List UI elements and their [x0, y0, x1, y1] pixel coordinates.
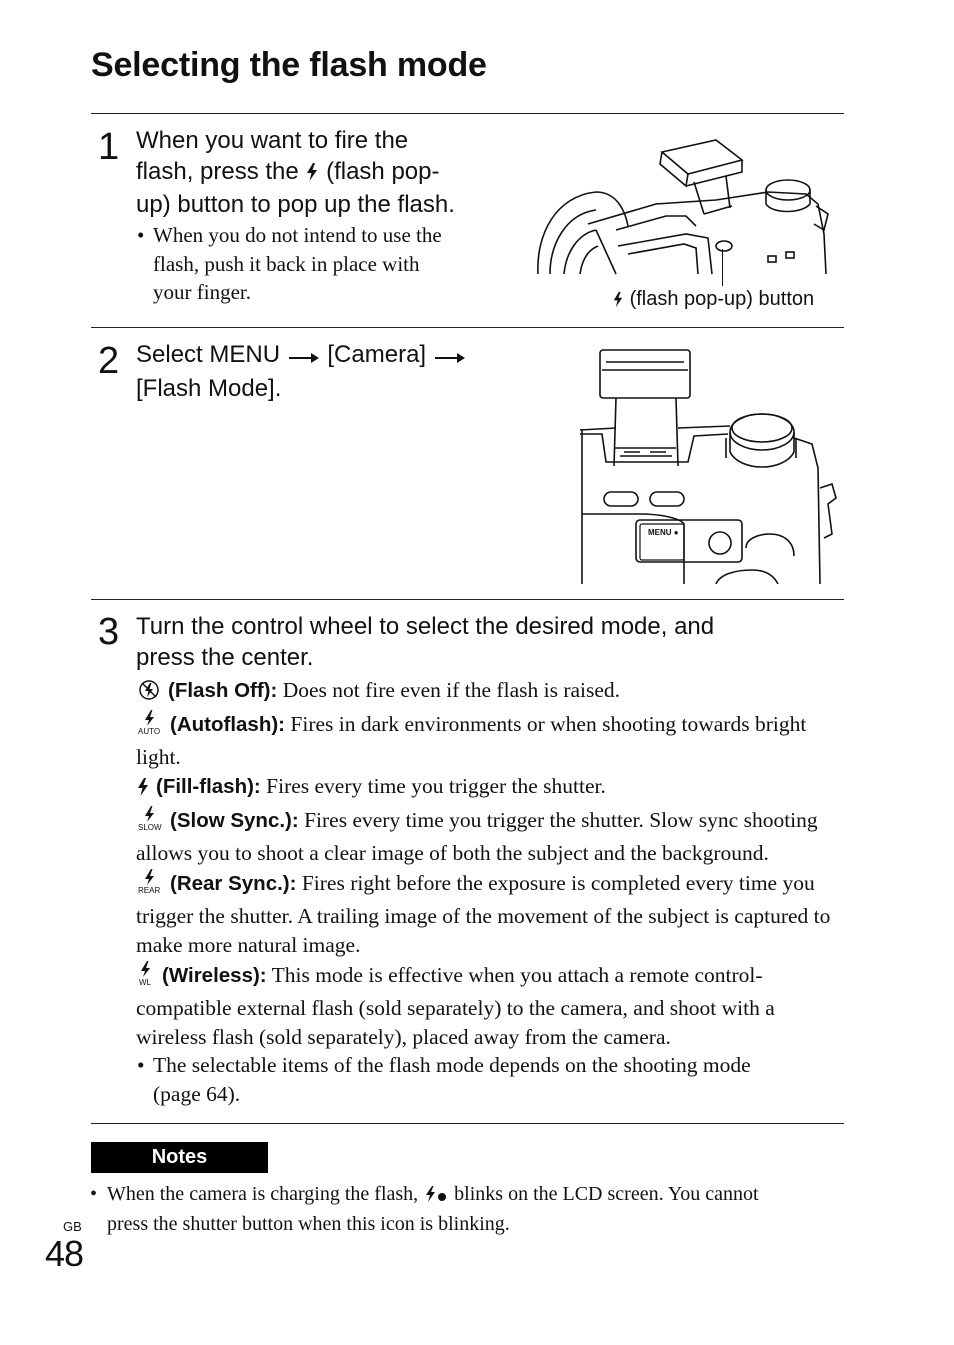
mode-description: Does not fire even if the flash is raised. — [277, 678, 621, 702]
camera-menu-button-illustration — [580, 348, 840, 584]
notes-text: When the camera is charging the flash, — [107, 1183, 419, 1205]
rear-sync-icon — [136, 868, 164, 902]
camera-flash-popup-illustration — [536, 134, 832, 276]
step-3-line: press the center. — [136, 643, 314, 671]
step-2-line: [Flash Mode]. — [136, 374, 282, 402]
step-1-note — [137, 221, 513, 307]
step-1-note-line: your finger. — [153, 280, 251, 304]
section-divider — [91, 599, 844, 600]
mode-autoflash — [136, 709, 844, 772]
step-2-text: [Camera] — [327, 341, 427, 368]
mode-description: This mode is effective when you attach a remote control-compatible external flash (sold separately) to the camera, and shoot with a wireless flash (sold separately), placed away from the camera. — [136, 963, 775, 1049]
menu-label-text: MENU — [648, 528, 672, 537]
step-2-instruction — [136, 340, 467, 404]
autoflash-icon — [136, 709, 164, 743]
mode-slow-sync — [136, 805, 844, 868]
notes-line — [107, 1181, 847, 1211]
section-divider — [91, 113, 844, 114]
step-2-line — [136, 340, 467, 374]
mode-label: (Slow Sync.): — [170, 809, 299, 832]
step-1-instruction — [136, 126, 455, 221]
flash-charging-icon — [423, 1184, 449, 1211]
step-3-note — [137, 1051, 853, 1109]
step-1-line: up) button to pop up the flash. — [136, 191, 455, 218]
step-1-text: (flash pop- — [326, 157, 440, 185]
wireless-icon — [136, 960, 156, 994]
page-number: 48 — [45, 1233, 84, 1274]
mode-description: Fires right before the exposure is completed every time you trigger the shutter. A trailing image of the movement of the subject is captured to make more natural image. — [136, 871, 831, 957]
step-1-note-line: flash, push it back in place with — [153, 251, 420, 276]
mode-fill-flash — [136, 772, 844, 805]
bullet-dot: • — [137, 1053, 145, 1077]
step-3-line: Turn the control wheel to select the desired mode, and — [136, 613, 715, 640]
flash-button-caption — [612, 288, 814, 314]
page-title: Selecting the flash mode — [91, 46, 487, 84]
step-2-number: 2 — [98, 340, 120, 382]
flash-off-icon — [136, 679, 162, 709]
caption-text: (flash pop-up) button — [629, 288, 815, 310]
section-divider — [91, 1123, 844, 1124]
callout-line — [722, 249, 723, 286]
mode-label: (Autoflash): — [170, 713, 286, 736]
step-3-number: 3 — [98, 611, 120, 653]
step-1-line: When you want to fire the — [136, 127, 409, 154]
mode-label: (Flash Off): — [168, 679, 278, 702]
step-3-note-line: The selectable items of the flash mode depends on the shooting mode — [153, 1053, 751, 1077]
slow-sync-icon — [136, 805, 164, 839]
wireless-icon-text: WL — [139, 978, 151, 986]
mode-label: (Wireless): — [162, 964, 267, 987]
bullet-dot: • — [137, 223, 145, 247]
autoflash-icon-text: AUTO — [138, 727, 161, 735]
step-3-instruction — [136, 612, 714, 673]
flash-icon — [305, 160, 319, 191]
notes-line: press the shutter button when this icon is blinking. — [107, 1213, 510, 1235]
step-1-line — [136, 157, 455, 191]
mode-wireless — [136, 960, 844, 1052]
mode-description: Fires every time you trigger the shutter. — [260, 774, 606, 798]
slow-sync-icon-text: SLOW — [138, 823, 162, 831]
section-divider — [91, 327, 844, 328]
notes-text: blinks on the LCD screen. You cannot — [454, 1183, 759, 1205]
arrow-right-icon — [287, 343, 321, 374]
mode-description: Fires every time you trigger the shutter. Slow sync shooting allows you to shoot a clear image of both the subject and the background. — [136, 808, 818, 865]
region-label: GB — [63, 1219, 82, 1234]
bullet-dot: • — [90, 1183, 98, 1205]
mode-label: (Fill-flash): — [156, 775, 261, 798]
mode-rear-sync — [136, 868, 844, 960]
step-1-note-line: When you do not intend to use the — [153, 223, 442, 247]
mode-flash-off — [136, 676, 844, 709]
notes-item — [90, 1181, 847, 1238]
flash-icon — [612, 291, 624, 314]
flash-mode-list — [136, 676, 844, 1052]
menu-button-label: MENU ● — [648, 528, 679, 537]
notes-label: Notes — [151, 1146, 208, 1168]
rear-sync-icon-text: REAR — [138, 886, 161, 894]
mode-label: (Rear Sync.): — [170, 872, 297, 895]
mode-description: Fires in dark environments or when shooting towards bright light. — [136, 712, 807, 769]
fill-flash-icon — [136, 776, 150, 805]
step-2-text: Select MENU — [136, 341, 281, 368]
step-1-text: flash, press the — [136, 157, 299, 185]
step-3-note-line: (page 64). — [153, 1082, 241, 1106]
step-1-number: 1 — [98, 126, 120, 168]
notes-header — [91, 1142, 268, 1173]
arrow-right-icon — [433, 343, 467, 374]
